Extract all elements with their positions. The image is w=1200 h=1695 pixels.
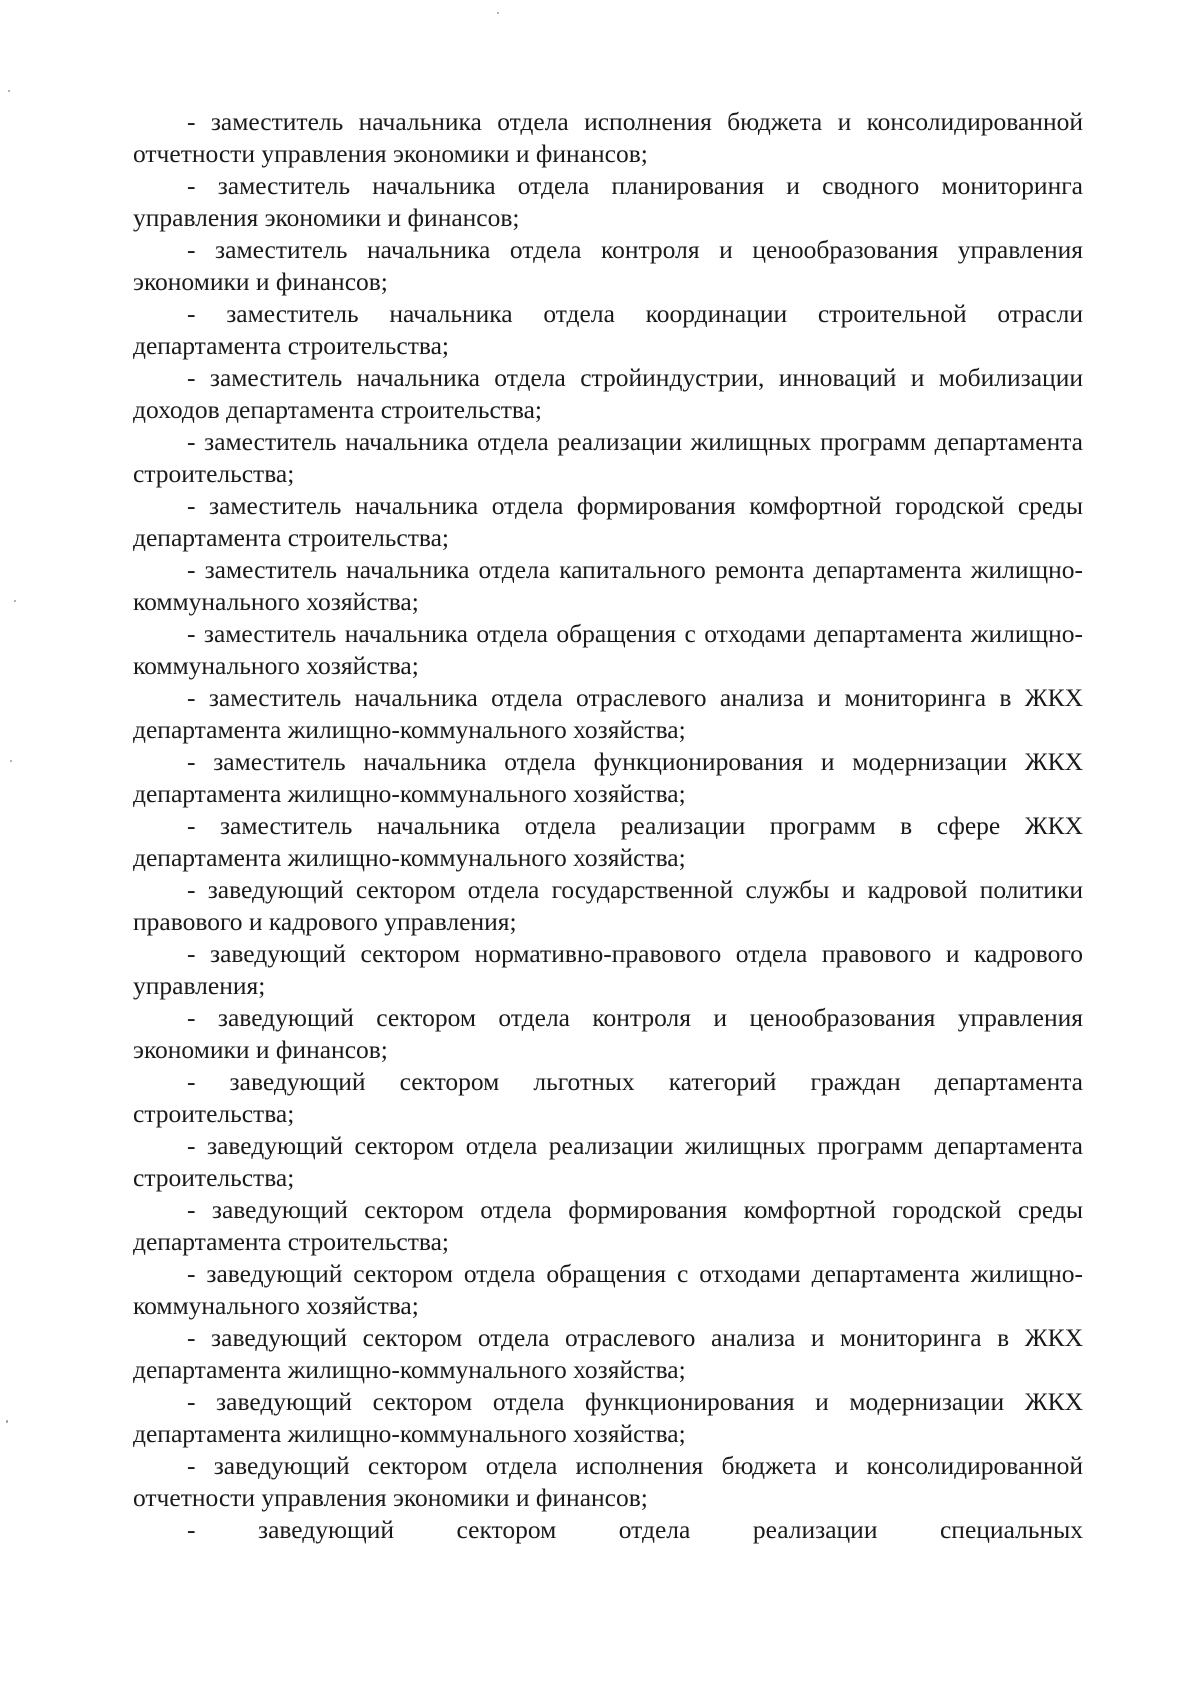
list-item: - заведующий сектором льготных категорий граждан департамента строительства; [133,1067,1083,1128]
list-item: - заместитель начальника отдела контроля и ценообразования управления экономики и финансов; [133,235,1083,296]
document-body [133,106,1083,1546]
scan-speck [10,760,12,762]
list-item: - заведующий сектором отдела контроля и ценообразования управления экономики и финансов; [133,1003,1083,1064]
list-item: - заведующий сектором нормативно-правового отдела правового и кадрового управления; [133,939,1083,1000]
list-item: - заведующий сектором отдела функционирования и модернизации ЖКХ департамента жилищно-коммунального хозяйства; [133,1387,1083,1448]
scan-speck [14,600,16,602]
list-item: - заведующий сектором отдела формирования комфортной городской среды департамента строительства; [133,1195,1083,1256]
scan-speck [6,1420,8,1423]
list-item: - заведующий сектором отдела отраслевого анализа и мониторинга в ЖКХ департамента жилищно-коммунального хозяйства; [133,1323,1083,1384]
list-item: - заместитель начальника отдела функционирования и модернизации ЖКХ департамента жилищно-коммунального хозяйства; [133,747,1083,808]
list-item: - заместитель начальника отдела планирования и сводного мониторинга управления экономики и финансов; [133,171,1083,232]
list-item: - заведующий сектором отдела обращения с отходами департамента жилищно-коммунального хозяйства; [133,1259,1083,1320]
list-item: - заместитель начальника отдела формирования комфортной городской среды департамента строительства; [133,491,1083,552]
list-item: - заведующий сектором отдела реализации специальных [187,1515,1083,1544]
scan-speck [8,90,10,92]
scan-speck [497,12,499,14]
list-item: - заместитель начальника отдела исполнения бюджета и консолидированной отчетности управления экономики и финансов; [133,107,1083,168]
list-item: - заведующий сектором отдела исполнения бюджета и консолидированной отчетности управления экономики и финансов; [133,1451,1083,1512]
list-item: - заместитель начальника отдела реализации программ в сфере ЖКХ департамента жилищно-коммунального хозяйства; [133,811,1083,872]
list-item: - заместитель начальника отдела обращения с отходами департамента жилищно-коммунального хозяйства; [133,619,1083,680]
list-item: - заведующий сектором отдела реализации жилищных программ департамента строительства; [133,1131,1083,1192]
list-item: - заместитель начальника отдела реализации жилищных программ департамента строительства; [133,427,1083,488]
list-item: - заместитель начальника отдела стройиндустрии, инноваций и мобилизации доходов департамента строительства; [133,363,1083,424]
list-item: - заместитель начальника отдела отраслевого анализа и мониторинга в ЖКХ департамента жилищно-коммунального хозяйства; [133,683,1083,744]
list-item: - заместитель начальника отдела координации строительной отрасли департамента строительства; [133,299,1083,360]
list-item: - заместитель начальника отдела капитального ремонта департамента жилищно-коммунального хозяйства; [133,555,1083,616]
list-item: - заведующий сектором отдела государственной службы и кадровой политики правового и кадрового управления; [133,875,1083,936]
